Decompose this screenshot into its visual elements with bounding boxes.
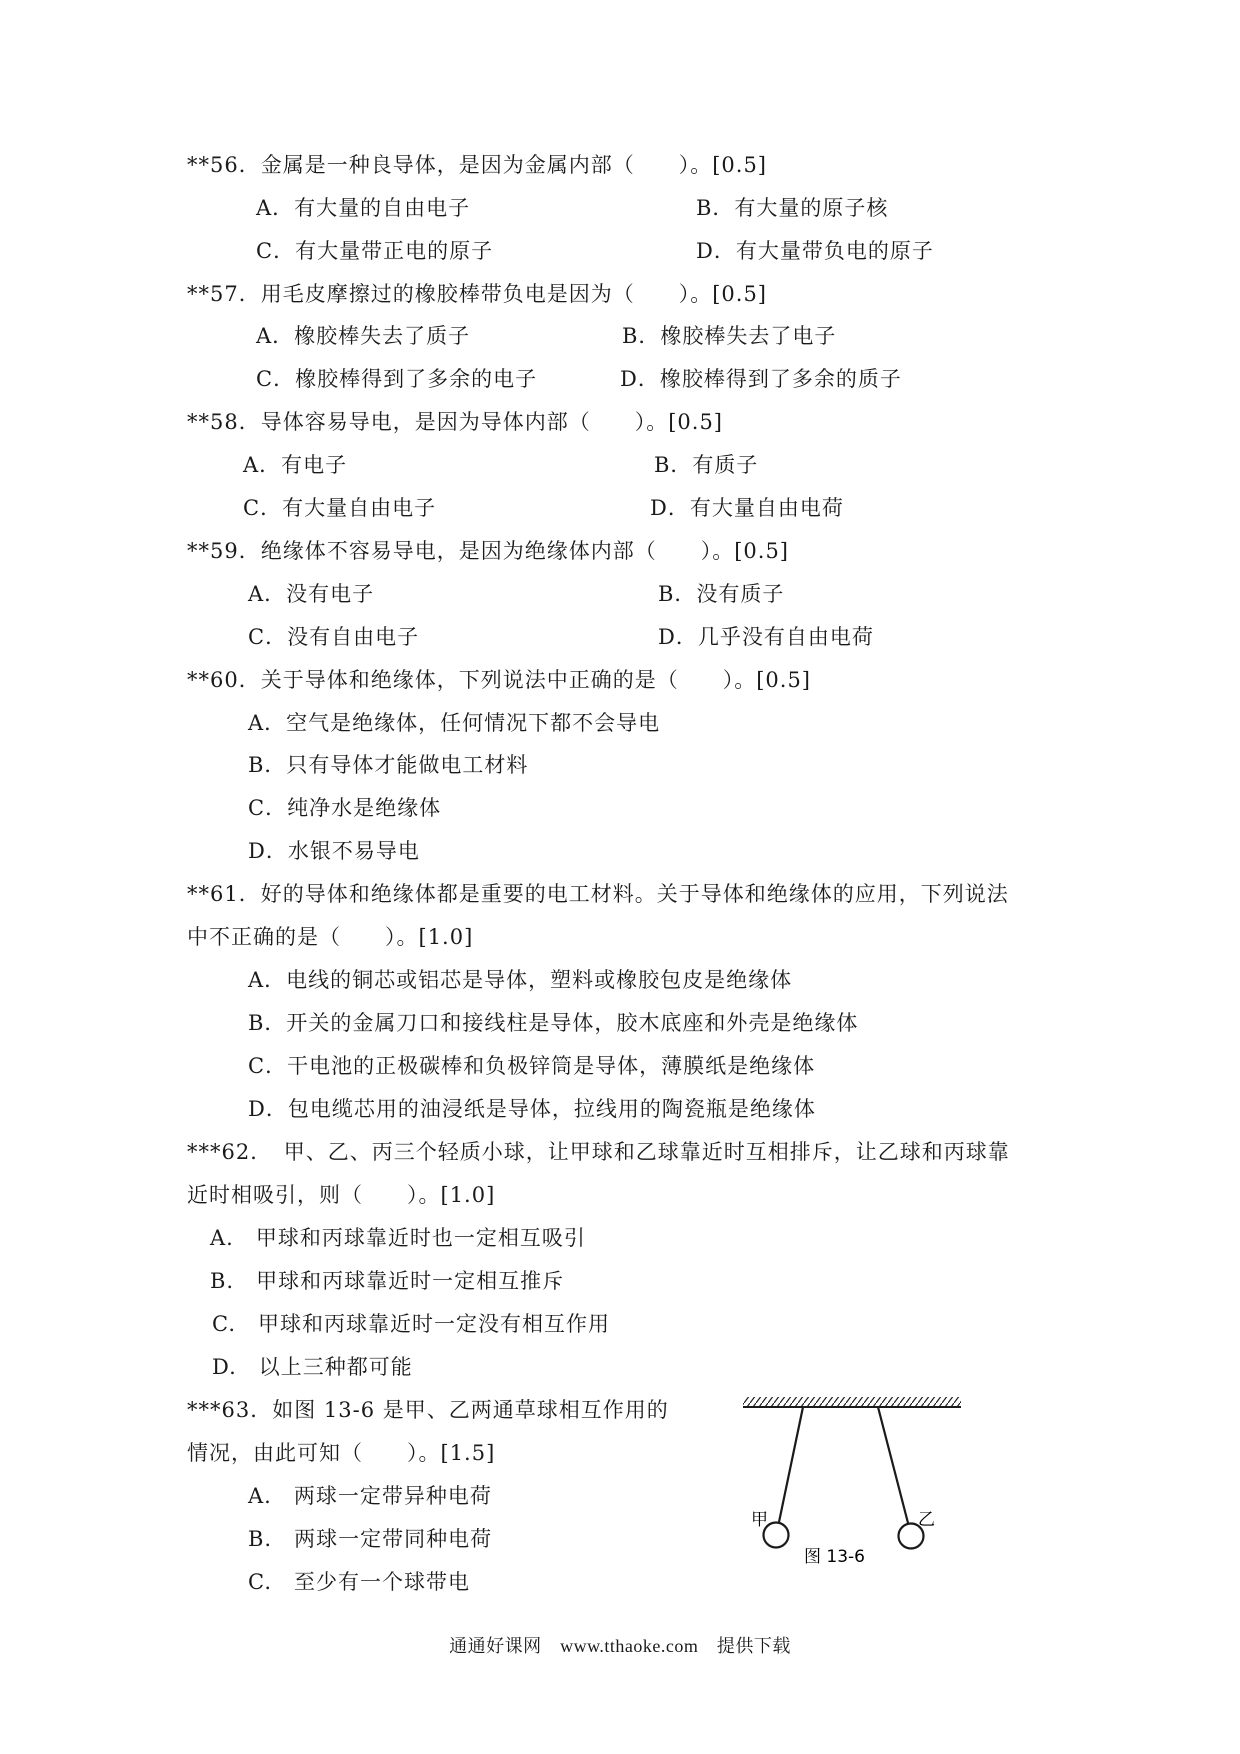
question-60-option-c: C．纯净水是绝缘体: [248, 796, 442, 820]
question-61-option-d: D．包电缆芯用的油浸纸是导体，拉线用的陶瓷瓶是绝缘体: [248, 1097, 816, 1121]
figure-13-6: [738, 1395, 968, 1575]
question-57-option-c: C．橡胶棒得到了多余的电子: [256, 367, 538, 391]
question-60-option-a: A．空气是绝缘体，任何情况下都不会导电: [248, 711, 661, 735]
question-63-stem-line-2: 情况，由此可知（ ）。[1.5]: [187, 1441, 496, 1465]
question-59-option-d: D．几乎没有自由电荷: [658, 625, 874, 649]
thread-right: [878, 1407, 908, 1523]
question-57-option-b: B．橡胶棒失去了电子: [622, 324, 837, 348]
question-56-stem: **56．金属是一种良导体，是因为金属内部（ ）。[0.5]: [187, 153, 768, 177]
question-61-option-c: C．干电池的正极碳棒和负极锌筒是导体，薄膜纸是绝缘体: [248, 1054, 816, 1078]
question-57-option-a: A．橡胶棒失去了质子: [256, 324, 471, 348]
question-61-stem-line-1: **61．好的导体和绝缘体都是重要的电工材料。关于导体和绝缘体的应用，下列说法: [187, 882, 1009, 906]
question-59-stem: **59．绝缘体不容易导电，是因为绝缘体内部（ ）。[0.5]: [187, 539, 790, 563]
question-60-option-d: D．水银不易导电: [248, 839, 420, 863]
question-62-stem-line-2: 近时相吸引，则（ ）。[1.0]: [187, 1183, 496, 1207]
question-60-stem: **60．关于导体和绝缘体，下列说法中正确的是（ ）。[0.5]: [187, 668, 812, 692]
question-62-option-a: A. 甲球和丙球靠近时也一定相互吸引: [210, 1226, 586, 1250]
question-58-option-d: D．有大量自由电荷: [650, 496, 844, 520]
figure-caption: 图 13-6: [804, 1547, 865, 1567]
question-61-option-b: B．开关的金属刀口和接线柱是导体，胶木底座和外壳是绝缘体: [248, 1011, 859, 1035]
question-60-option-b: B．只有导体才能做电工材料: [248, 753, 529, 777]
question-58-option-b: B．有质子: [654, 453, 759, 477]
question-56-option-d: D．有大量带负电的原子: [696, 239, 934, 263]
page-footer: [0, 1632, 1240, 1658]
question-61-stem-line-2: 中不正确的是（ ）。[1.0]: [187, 925, 474, 949]
question-62-stem-line-1: ***62． 甲、乙、丙三个轻质小球，让甲球和乙球靠近时互相排斥，让乙球和丙球靠: [187, 1140, 1010, 1164]
question-61-option-a: A．电线的铜芯或铝芯是导体，塑料或橡胶包皮是绝缘体: [248, 968, 793, 992]
question-59-option-a: A．没有电子: [248, 582, 375, 606]
question-58-stem: **58．导体容易导电，是因为导体内部（ ）。[0.5]: [187, 410, 724, 434]
footer-download-text: 提供下载: [698, 1636, 791, 1657]
question-57-option-d: D．橡胶棒得到了多余的质子: [620, 367, 902, 391]
question-56-option-b: B．有大量的原子核: [696, 196, 889, 220]
label-jia: 甲: [751, 1510, 768, 1530]
question-63-option-a: A. 两球一定带异种电荷: [248, 1484, 492, 1508]
question-56-option-c: C．有大量带正电的原子: [256, 239, 494, 263]
footer-site-name: 通通好课网: [449, 1636, 561, 1657]
question-56-option-a: A．有大量的自由电子: [256, 196, 471, 220]
question-63-option-b: B. 两球一定带同种电荷: [248, 1527, 493, 1551]
question-62-option-c: C. 甲球和丙球靠近时一定没有相互作用: [212, 1312, 610, 1336]
question-59-option-b: B．没有质子: [658, 582, 785, 606]
question-63-stem-line-1: ***63．如图 13-6 是甲、乙两通草球相互作用的: [187, 1398, 669, 1422]
question-62-option-d: D. 以上三种都可能: [212, 1355, 413, 1379]
question-59-option-c: C．没有自由电子: [248, 625, 420, 649]
footer-url: www.tthaoke.com: [560, 1636, 699, 1656]
question-57-stem: **57．用毛皮摩擦过的橡胶棒带负电是因为（ ）。[0.5]: [187, 282, 768, 306]
label-yi: 乙: [918, 1510, 935, 1530]
thread-left: [779, 1407, 803, 1522]
ceiling-hatch: [743, 1397, 961, 1406]
question-58-option-a: A．有电子: [243, 453, 348, 477]
question-58-option-c: C．有大量自由电子: [243, 496, 437, 520]
question-62-option-b: B. 甲球和丙球靠近时一定相互推斥: [210, 1269, 565, 1293]
pith-balls-diagram: [738, 1395, 968, 1575]
question-63-option-c: C. 至少有一个球带电: [248, 1570, 470, 1594]
